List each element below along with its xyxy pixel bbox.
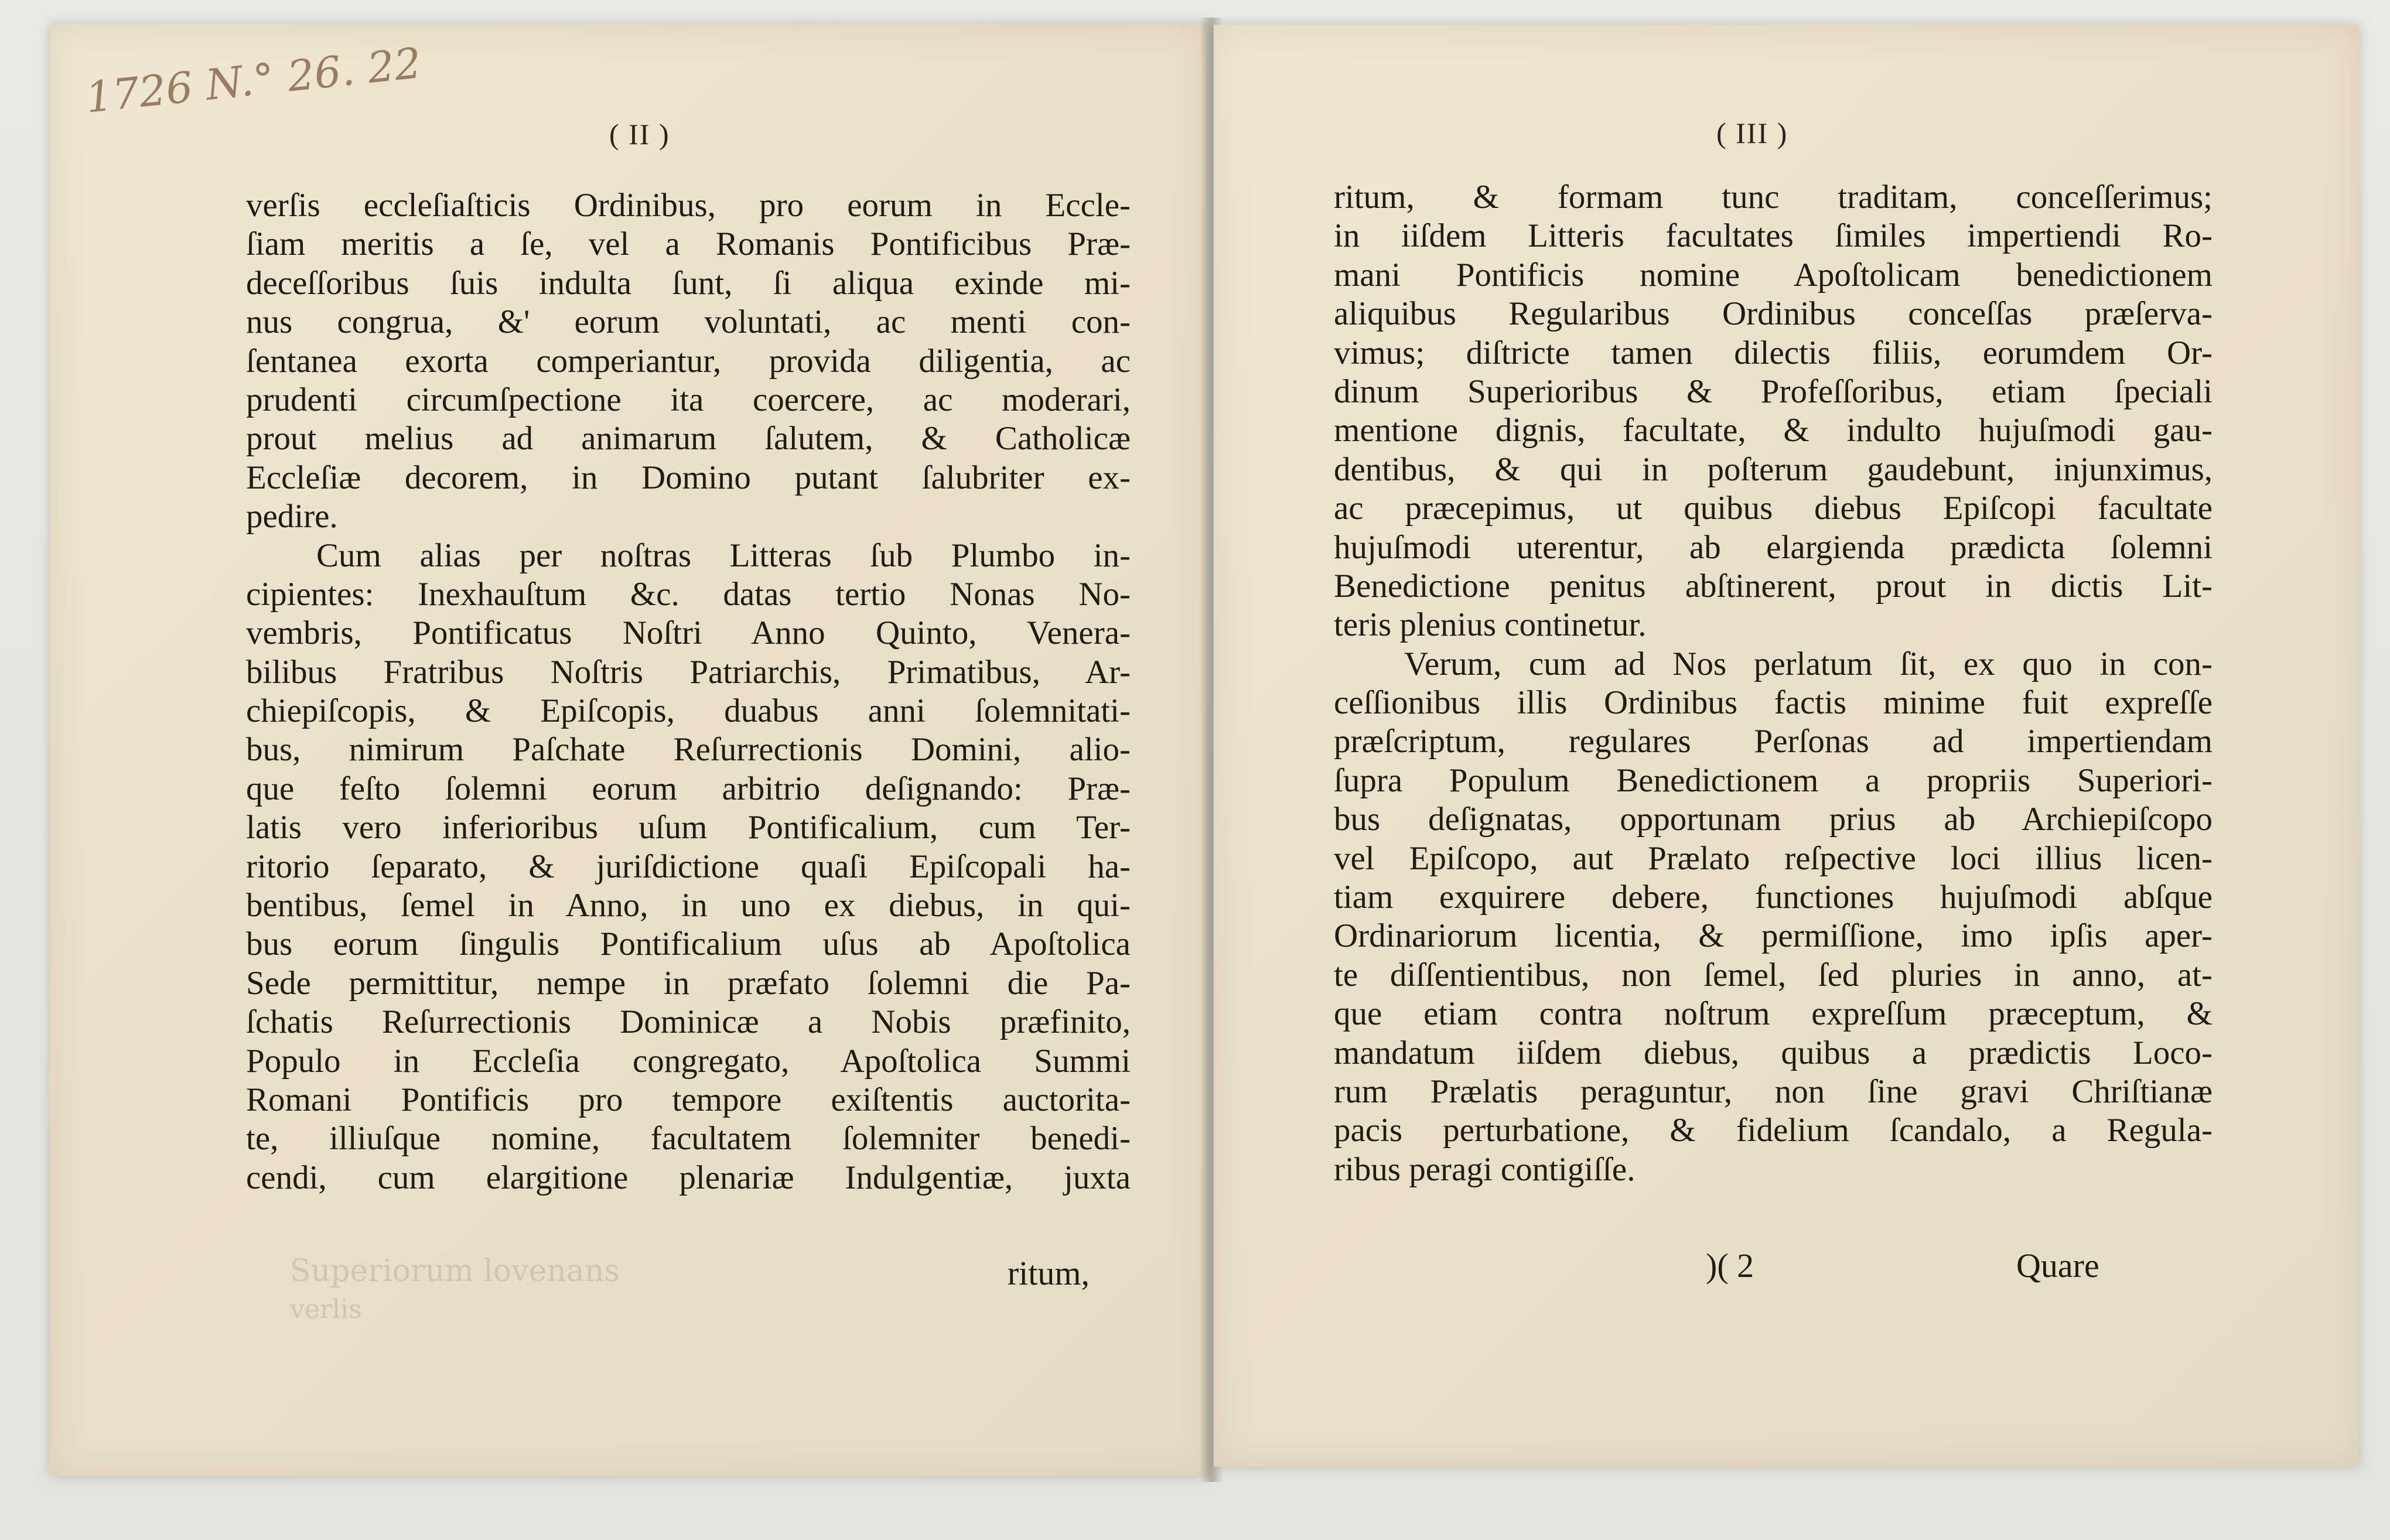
text-line: Benedictione penitus abſtinerent, prout in dictis Lit- [1334,567,2213,605]
text-line: cipientes: Inexhauſtum &c. datas tertio Nonas No- [246,575,1131,613]
text-line: vimus; diſtricte tamen dilectis filiis, eorumdem Or- [1334,334,2213,371]
text-line: vel Epiſcopo, aut Prælato reſpective loci illius licen- [1334,839,2213,877]
text-line: ſiam meritis a ſe, vel a Romanis Pontificibus Præ- [246,226,1131,263]
text-line: chiepiſcopis, & Epiſcopis, duabus anni ſolemnitati- [246,692,1131,730]
text-line: ac præcepimus, ut quibus diebus Epiſcopi facultate [1334,490,2213,527]
text-line: nus congrua, &' eorum voluntati, ac menti con- [246,303,1131,341]
handwritten-note: 1726 N.° 26. 22 [83,38,424,122]
text-line: prudenti circumſpectione ita coercere, ac moderari, [246,381,1131,418]
text-line: ritum, & formam tunc traditam, conceſſerimus; [1334,179,2213,216]
text-line: præſcriptum, regulares Perſonas ad impertiendam [1334,723,2213,760]
text-line: te diſſentientibus, non ſemel, ſed pluries in anno, at- [1334,956,2213,993]
text-line: dentibus, & qui in poſterum gaudebunt, injunximus, [1334,450,2213,488]
left-catchword: ritum, [1007,1254,1090,1292]
text-line: Ordinariorum licentia, & permiſſione, imo ipſis aper- [1334,917,2213,955]
text-line: in iiſdem Litteris facultates ſimiles impertiendi Ro- [1334,217,2213,255]
text-line: bentibus, ſemel in Anno, in uno ex diebus, in qui- [246,887,1131,924]
bleed-through-text: verlis [290,1295,362,1324]
text-line: ceſſionibus illis Ordinibus factis minime fuit expreſſe [1334,684,2213,722]
text-line: que etiam contra noſtrum expreſſum præceptum, & [1334,995,2213,1033]
text-line: Eccleſiæ decorem, in Domino putant ſalubriter ex- [246,459,1131,496]
text-line: verſis eccleſiaſticis Ordinibus, pro eorum in Eccle- [246,187,1131,224]
signature-mark: )( 2 [1706,1247,1754,1285]
text-line: bus, nimirum Paſchate Reſurrectionis Domini, alio- [246,731,1131,769]
text-line: cendi, cum elargitione plenariæ Indulgentiæ, juxta [246,1159,1131,1196]
text-line: pacis perturbatione, & fidelium ſcandalo, a Regula- [1334,1112,2213,1149]
text-line: vembris, Pontificatus Noſtri Anno Quinto, Venera- [246,614,1131,652]
text-line: teris plenius continetur. [1334,606,1647,644]
text-line: ritorio ſeparato, & juriſdictione quaſi Epiſcopali ha- [246,848,1131,885]
text-line: bus deſignatas, opportunam prius ab Archiepiſcopo [1334,801,2213,838]
text-line: pedire. [246,498,338,535]
text-line: bus eorum ſingulis Pontificalium uſus ab Apoſtolica [246,926,1131,963]
right-folio: ( III ) [1716,117,1788,149]
text-line: Romani Pontificis pro tempore exiſtentis auctorita- [246,1081,1131,1118]
text-line: deceſſoribus ſuis indulta ſunt, ſi aliqua exinde mi- [246,264,1131,302]
text-line: ſchatis Reſurrectionis Dominicæ a Nobis præfinito, [246,1003,1131,1041]
left-body-text [246,186,1131,1197]
text-line: prout melius ad animarum ſalutem, & Catholicæ [246,420,1131,457]
text-line: que feſto ſolemni eorum arbitrio deſignando: Præ- [246,770,1131,807]
left-page [50,23,1207,1476]
text-line: dinum Superioribus & Profeſſoribus, etiam ſpeciali [1334,373,2213,410]
text-line: latis vero inferioribus uſum Pontificalium, cum Ter- [246,809,1131,846]
text-line: Sede permittitur, nempe in præfato ſolemni die Pa- [246,964,1131,1002]
text-line: ſupra Populum Benedictionem a propriis Superiori- [1334,762,2213,799]
text-line: mentione dignis, facultate, & indulto hujuſmodi gau- [1334,412,2213,449]
text-line: bilibus Fratribus Noſtris Patriarchis, Primatibus, Ar- [246,653,1131,691]
text-line: Populo in Eccleſia congregato, Apoſtolica Summi [246,1042,1131,1080]
right-body-text [1334,178,2213,1189]
text-line: rum Prælatis peraguntur, non ſine gravi Chriſtianæ [1334,1073,2213,1110]
text-line: Cum alias per noſtras Litteras ſub Plumbo in- [316,537,1131,574]
text-line: ſentanea exorta comperiantur, provida diligentia, ac [246,342,1131,380]
text-line: ribus peragi contigiſſe. [1334,1150,1636,1188]
text-line: mani Pontificis nomine Apoſtolicam benedictionem [1334,256,2213,293]
text-line: hujuſmodi uterentur, ab elargienda prædicta ſolemni [1334,528,2213,566]
text-line: Verum, cum ad Nos perlatum ſit, ex quo in con- [1404,645,2213,682]
text-line: aliquibus Regularibus Ordinibus conceſſas præſerva- [1334,295,2213,333]
left-folio: ( II ) [609,118,670,151]
text-line: tiam exquirere debere, functiones hujuſmodi abſque [1334,879,2213,916]
text-line: te, illiuſque nomine, facultatem ſolemniter benedi- [246,1120,1131,1157]
bleed-through-text: Superiorum lovenans [290,1254,620,1289]
text-line: mandatum iiſdem diebus, quibus a prædictis Loco- [1334,1034,2213,1071]
right-page [1214,25,2359,1467]
right-catchword: Quare [2016,1247,2099,1285]
